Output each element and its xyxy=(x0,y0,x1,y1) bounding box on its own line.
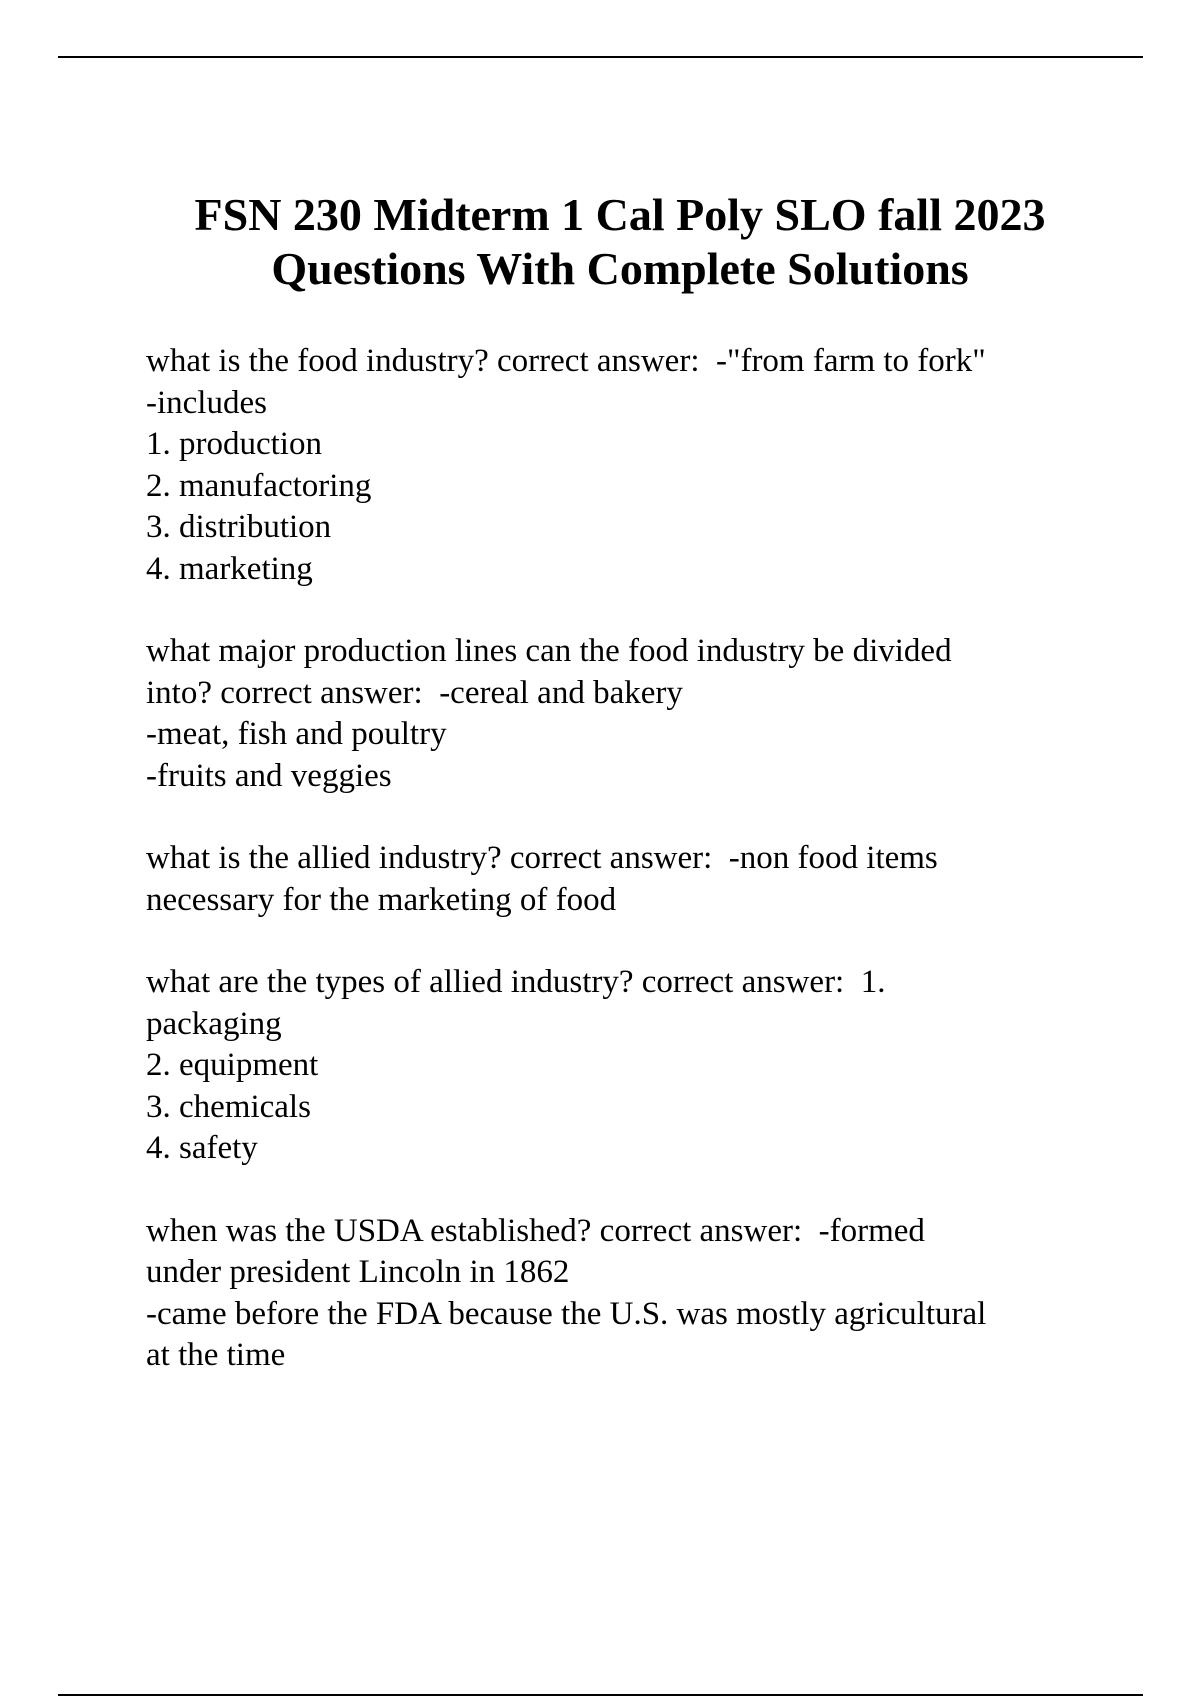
qa-line: 4. safety xyxy=(146,1130,258,1166)
title-line: Questions With Complete Solutions xyxy=(271,243,969,294)
qa-line: -came before the FDA because the U.S. was mostly agricultural xyxy=(146,1295,987,1332)
title-line: FSN 230 Midterm 1 Cal Poly SLO fall 2023 xyxy=(194,189,1046,240)
qa-line: into? correct answer: -cereal and bakery xyxy=(146,674,683,711)
top-divider xyxy=(58,56,1143,58)
qa-line: 2. equipment xyxy=(146,1047,319,1083)
qa-line: 2. manufactoring xyxy=(146,467,372,504)
qa-item-food-industry xyxy=(146,341,1086,590)
qa-line: -meat, fish and poultry xyxy=(146,716,447,752)
qa-item-usda xyxy=(146,1211,1086,1377)
qa-line: -fruits and veggies xyxy=(146,757,392,794)
qa-line: 3. distribution xyxy=(146,509,332,545)
qa-line: necessary for the marketing of food xyxy=(146,881,617,918)
qa-line: at the time xyxy=(146,1337,286,1373)
qa-item-allied-industry xyxy=(146,838,1086,921)
qa-line: what is the allied industry? correct answer: -non food items xyxy=(146,840,938,876)
document-body xyxy=(146,341,1086,1418)
qa-line: when was the USDA established? correct answer: -formed xyxy=(146,1212,925,1249)
document-title xyxy=(0,188,1200,296)
qa-item-production-lines xyxy=(146,631,1086,797)
bottom-divider xyxy=(58,1694,1143,1696)
qa-item-allied-types xyxy=(146,962,1086,1170)
qa-line: 4. marketing xyxy=(146,550,313,587)
qa-line: what major production lines can the food industry be divided xyxy=(146,633,952,669)
qa-line: -includes xyxy=(146,384,267,421)
qa-line: what are the types of allied industry? correct answer: 1. xyxy=(146,964,886,1000)
qa-line: 1. production xyxy=(146,426,322,462)
qa-line: packaging xyxy=(146,1005,282,1042)
qa-line: 3. chemicals xyxy=(146,1088,311,1125)
qa-line: under president Lincoln in 1862 xyxy=(146,1254,570,1290)
qa-line: what is the food industry? correct answer: -"from farm to fork" xyxy=(146,343,986,379)
